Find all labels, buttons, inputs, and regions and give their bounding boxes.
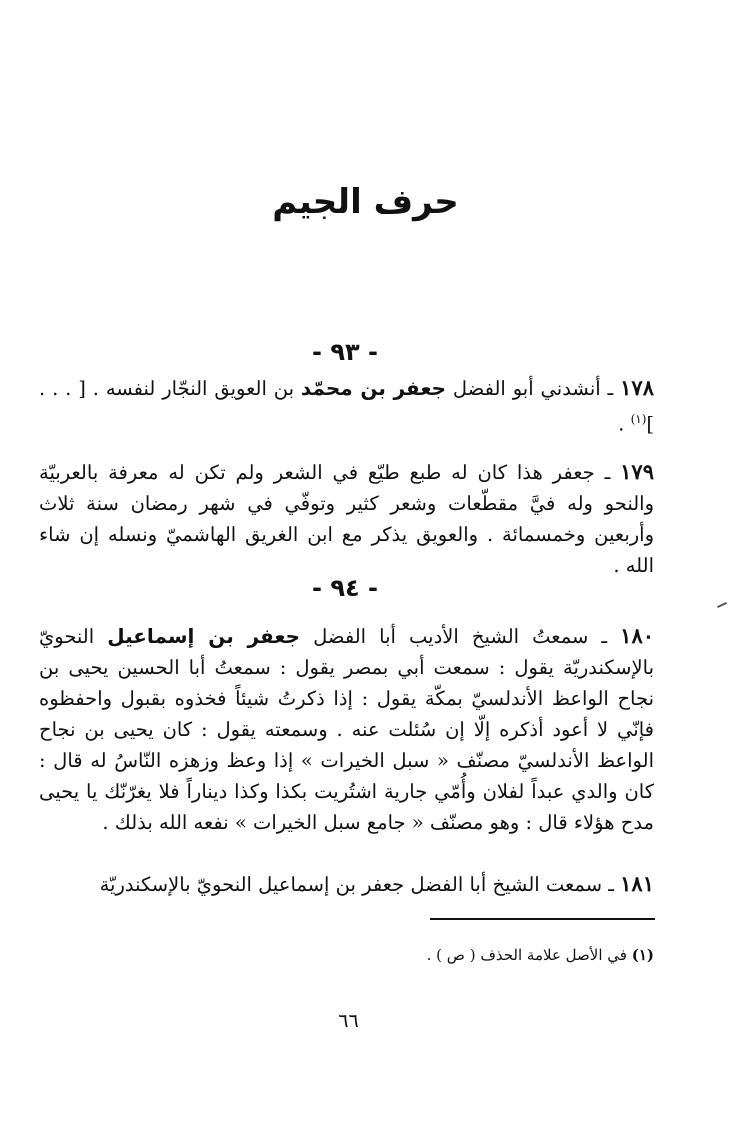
entry-text: ـ سمعتُ الشيخ الأديب أبا الفضل (300, 625, 621, 648)
entry-180 (39, 620, 654, 838)
entry-text: النحويّ بالإسكندريّة يقول : سمعت أبي بمصر يقول : سمعتُ أبا الحسين يحيى بن نجاح الواعظ الأندلسيّ بمكّة يقول : إذا ذكرتُ شيئاً فخذوه بقبول واحفظوه فإنّي لا أعود أذكره إلّا إن سُئلت عنه . وسمعته يقول : كان يحيى بن نجاح الواعظ الأندلسيّ مصنّف « سبل الخيرات » إذا وعظ وزهزه النّاسُ له قال : كان والدي عبداً لفلان وأُمّي جارية اشتُريت بكذا وكذا ديناراً فلا يغرّنّك يا يحيى مدح هؤلاء قال : وهو مصنّف « جامع سبل الخيرات » نفعه الله بذلك . (39, 625, 654, 834)
entry-text: ـ أنشدني أبو الفضل (446, 377, 621, 400)
entry-179 (39, 456, 654, 581)
entry-178 (39, 372, 654, 440)
entry-number: ١٨١ (620, 871, 654, 896)
entry-person-name: جعفر بن محمّد (300, 376, 447, 400)
footnote-divider (430, 918, 655, 920)
footnote-marker: (١) (631, 946, 654, 964)
footnote (427, 944, 654, 966)
entry-number: ١٧٨ (620, 375, 654, 400)
footnote-text: في الأصل علامة الحذف ( ص ) . (426, 946, 632, 964)
footnote-reference: (١) (630, 412, 647, 426)
section-number: - ٩٤ - (312, 574, 378, 602)
entry-text: . (618, 412, 631, 436)
page-number: ٦٦ (338, 1010, 359, 1032)
entry-text: بن العويق النجّار لنفسه . [ . . . ] (39, 377, 654, 436)
entry-person-name: جعفر بن إسماعيل (107, 624, 301, 648)
entry-181 (39, 868, 654, 900)
chapter-title: حرف الجيم (272, 182, 459, 222)
entry-text: ـ جعفر هذا كان له طبع طيّع في الشعر ولم تكن له معرفة بالعربيّة والنحو وله فيَّ مقطّعات وشعر كثير وتوفّي في شهر رمضان سنة ثلاث وأربعين وخمسمائة . والعويق يذكر مع ابن الغريق الهاشميّ ونسله إن شاء الله . (39, 461, 654, 577)
scan-artifact (717, 602, 727, 608)
entry-text: ـ سمعت الشيخ أبا الفضل جعفر بن إسماعيل النحويّ بالإسكندريّة (99, 873, 621, 896)
section-number: - ٩٣ - (312, 338, 378, 366)
entry-number: ١٧٩ (620, 459, 654, 484)
entry-number: ١٨٠ (620, 623, 655, 648)
